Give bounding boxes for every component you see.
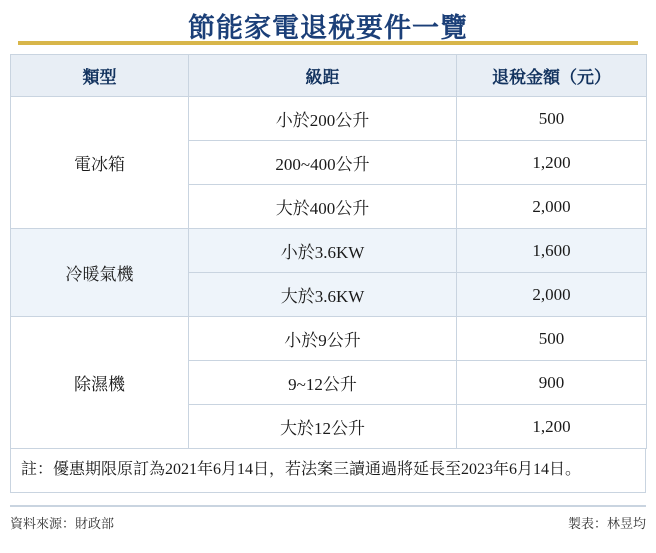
table-body: [11, 97, 647, 449]
footer-credit: 製表：林昱均: [567, 516, 646, 531]
tier-cell: 小於200公升: [189, 97, 457, 141]
table-header: [11, 55, 647, 97]
footer: [10, 505, 646, 532]
amount-cell: 900: [457, 361, 647, 405]
amount-cell: 500: [457, 97, 647, 141]
tier-cell: 小於3.6KW: [189, 229, 457, 273]
column-header-type: 類型: [11, 55, 189, 97]
footer-source: 資料來源：財政部: [10, 516, 115, 531]
amount-cell: 1,600: [457, 229, 647, 273]
amount-cell: 1,200: [457, 141, 647, 185]
amount-cell: 1,200: [457, 405, 647, 449]
page-title: 節能家電退稅要件一覽: [188, 13, 468, 43]
category-cell: 冷暖氣機: [11, 229, 189, 317]
tier-cell: 小於9公升: [189, 317, 457, 361]
table-row: [11, 317, 647, 361]
column-header-amount: 退稅金額（元）: [457, 55, 647, 97]
tier-cell: 大於12公升: [189, 405, 457, 449]
amount-cell: 2,000: [457, 273, 647, 317]
table-header-row: [11, 55, 647, 97]
category-cell: 電冰箱: [11, 97, 189, 229]
tier-cell: 大於400公升: [189, 185, 457, 229]
category-cell: 除濕機: [11, 317, 189, 449]
amount-cell: 500: [457, 317, 647, 361]
tier-cell: 9~12公升: [189, 361, 457, 405]
table-note: 註：優惠期限原訂為2021年6月14日，若法案三讀通過將延長至2023年6月14日。: [10, 449, 646, 493]
tier-cell: 大於3.6KW: [189, 273, 457, 317]
table-row: [11, 229, 647, 273]
table-row: [11, 97, 647, 141]
column-header-tier: 級距: [189, 55, 457, 97]
tier-cell: 200~400公升: [189, 141, 457, 185]
title-area: [10, 0, 646, 48]
amount-cell: 2,000: [457, 185, 647, 229]
rebate-table: [10, 54, 647, 449]
